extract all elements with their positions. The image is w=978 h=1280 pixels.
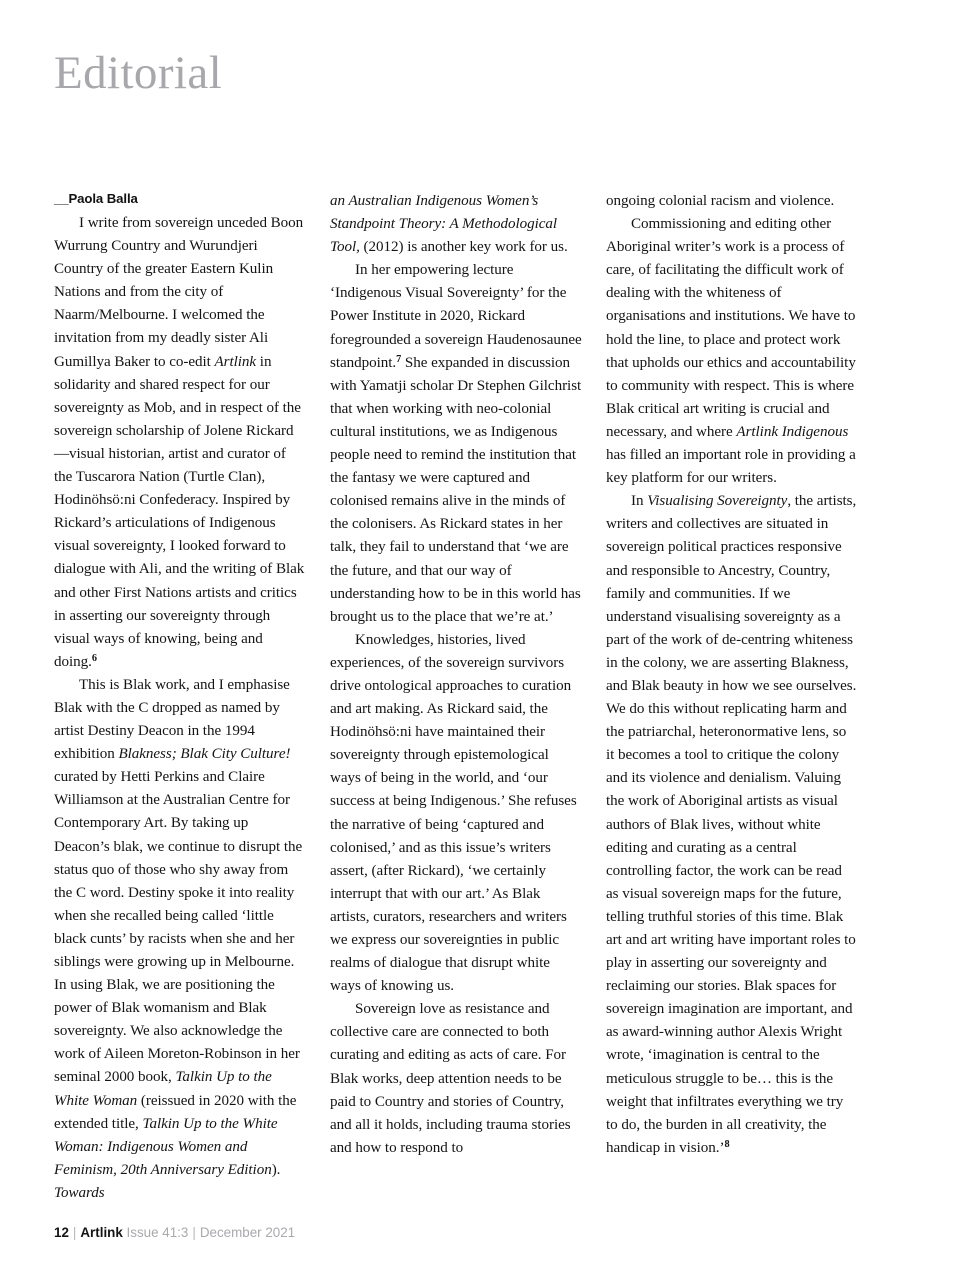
text-run: This is Blak work, and I emphasise Blak with the C dropped as named by artist Destiny Deacon in the 1994 exhibition <box>54 676 290 763</box>
text-run: Sovereign love as resistance and collective care are connected to both curating and editing as acts of care. For Blak works, deep attention needs to be paid to Country and stories of Country, and all it holds, including trauma stories and how to respond to <box>330 1001 571 1156</box>
text-run: In <box>631 493 648 510</box>
paragraph <box>606 490 858 1160</box>
page-footer <box>54 1224 754 1242</box>
footer-issue: Issue 41:3 <box>126 1225 189 1240</box>
text-column-3 <box>606 190 858 1205</box>
text-run: curated by Hetti Perkins and Claire Williamson at the Australian Centre for Contemporary Art. By taking up Deacon’s blak, we continue to disrupt the status quo of those who shy away from the C word. Destiny spoke it into reality when she recalled being called ‘little black cunts’ by racists when she and her siblings were growing up in Melbourne. In using Blak, we are positioning the power of Blak womanism and Blak sovereignty. We also acknowledge the work of Aileen Moreton-Robinson in her seminal 2000 book, <box>54 769 303 1086</box>
page-title: Editorial <box>54 47 223 99</box>
text-run: (reissued in 2020 with the extended title, <box>54 1092 297 1132</box>
column-2-body <box>330 190 582 1160</box>
text-run: ongoing colonial racism and violence. <box>606 193 835 209</box>
text-run: ). <box>271 1161 281 1178</box>
footer-date: December 2021 <box>199 1225 296 1240</box>
text-run: She expanded in discussion with Yamatji scholar Dr Stephen Gilchrist that when working with neo-colonial cultural institutions, we as Indigenous people need to remind the institution that the fantasy we were captured and colonised remains alive in the minds of the colonisers. As Rickard states in her talk, they fail to understand that ‘we are the future, and that our way of understanding how to be in this world has brought us to the place that we’re at.’ <box>330 354 582 625</box>
text-column-2 <box>330 190 582 1205</box>
italic-run: Artlink <box>214 353 257 370</box>
italic-run: Talkin Up to the White Woman <box>54 1069 272 1109</box>
author-byline: __Paola Balla <box>54 191 138 206</box>
italic-run: Talkin Up to the White Woman: Indigenous Women and Feminism, 20th Anniversary Edition <box>54 1115 278 1178</box>
paragraph <box>330 190 582 259</box>
italic-run: an Australian Indigenous Women’s Standpoint Theory: A Methodological Tool, <box>330 193 558 256</box>
footer-brand: Artlink <box>80 1225 123 1240</box>
paragraph <box>606 213 858 490</box>
paragraph <box>54 212 306 674</box>
paragraph <box>330 998 582 1160</box>
italic-run: Visualising Sovereignty <box>647 493 788 510</box>
footer-separator-2: | <box>192 1225 196 1240</box>
column-1-body <box>54 212 306 1205</box>
text-run: In her empowering lecture ‘Indigenous Visual Sovereignty’ for the Power Institute in 2020, Rickard foregrounded a sovereign Haudenosaunee standpoint. <box>330 262 582 371</box>
paragraph <box>330 259 582 629</box>
text-run: I write from sovereign unceded Boon Wurrung Country and Wurundjeri Country of the greater Eastern Kulin Nations and from the city of Naarm/Melbourne. I welcomed the invitation from my deadly sister Ali Gumillya Baker to co-edit <box>54 215 304 370</box>
text-run: , the artists, writers and collectives are situated in sovereign political practices responsive and responsible to Ancestry, Country, family and communities. If we understand visualising sovereignty as a part of the work of de-centring whiteness in the colony, we are asserting Blakness, and Blak beauty in how we see ourselves. We do this without replicating harm and the patriarchal, heteronormative lens, so it becomes a tool to critique the colony and its violence and denialism. Valuing the work of Aboriginal artists as visual authors of Blak lives, without white editing and curating as a central controlling factor, the work can be read as visual sovereign maps for the future, telling truthful stories of this time. Blak art and art writing have important roles to play in asserting our sovereignty and reclaiming our stories. Blak spaces for sovereign imagination are important, and as award-winning author Alexis Wright wrote, ‘imagination is central to the meticulous struggle to be… this is the weight that infiltrates everything we try to do, the burden in all creativity, the handicap in vision.’ <box>606 493 857 1156</box>
footer-page-number: 12 <box>54 1225 69 1240</box>
text-run: Knowledges, histories, lived experiences, of the sovereign survivors drive ontological approaches to curation and art making. As Rickard said, the Hodinöhsö:ni have maintained their sovereignty through epistemological ways of being in the world, and ‘our success at being Indigenous.’ She refuses the narrative of being ‘captured and colonised,’ and as this issue’s writers assert, (after Rickard), ‘we certainly interrupt that with our art.’ As Blak artists, curators, researchers and writers we express our sovereignties in public realms of dialogue that disrupt white ways of knowing us. <box>330 631 577 995</box>
paragraph <box>606 190 858 213</box>
paragraph <box>330 629 582 999</box>
article-columns <box>54 190 926 1205</box>
footnote-marker: 6 <box>91 652 97 664</box>
text-run: Commissioning and editing other Aboriginal writer’s work is a process of care, of facilitating the difficult work of dealing with the whiteness of organisations and institutions. We have to hold the line, to place and protect work that upholds our ethics and accountability to community with respect. This is where Blak critical art writing is crucial and necessary, and where <box>606 216 856 440</box>
italic-run: Towards <box>54 1184 105 1201</box>
masthead <box>54 44 854 114</box>
text-run: (2012) is another key work for us. <box>359 239 568 256</box>
text-run: in solidarity and shared respect for our sovereignty as Mob, and in respect of the sovereign scholarship of Jolene Rickard—visual historian, artist and curator of the Tuscarora Nation (Turtle Clan), Hodinöhsö:ni Confederacy. Inspired by Rickard’s articulations of Indigenous visual sovereignty, I looked forward to dialogue with Ali, and the writing of Blak and other First Nations artists and critics in asserting our sovereignty through visual ways of knowing, being and doing. <box>54 353 305 670</box>
footnote-marker: 7 <box>396 353 402 365</box>
column-3-body <box>606 190 858 1160</box>
text-run: has filled an important role in providing a key platform for our writers. <box>606 447 856 487</box>
paragraph <box>54 674 306 1205</box>
footnote-marker: 8 <box>724 1138 730 1150</box>
italic-run: Blakness; Blak City Culture! <box>118 746 291 763</box>
footer-separator-1: | <box>72 1225 77 1240</box>
italic-run: Artlink Indigenous <box>736 423 849 440</box>
text-column-1 <box>54 190 306 1205</box>
